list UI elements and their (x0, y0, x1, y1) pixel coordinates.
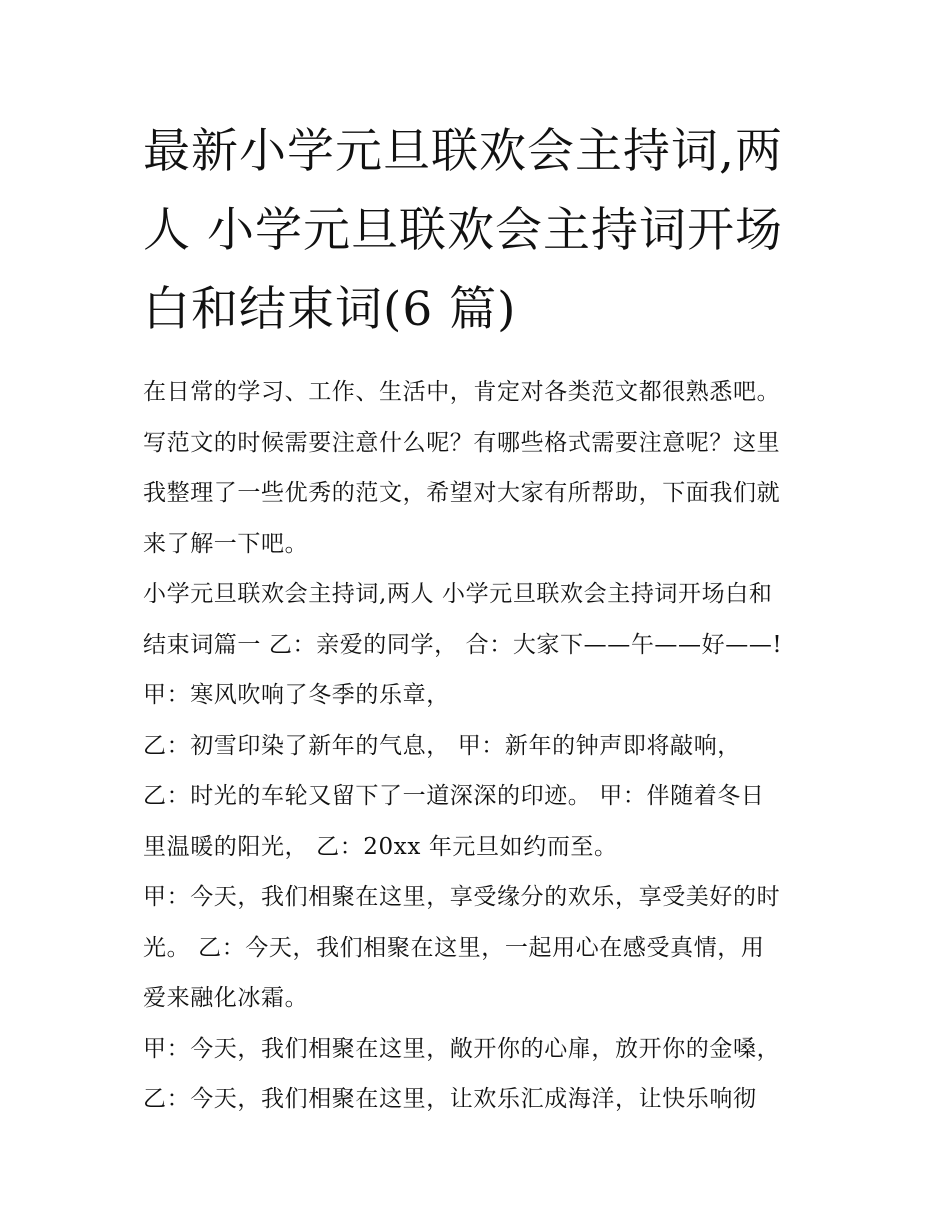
paragraph-intro (143, 367, 815, 569)
text-line: 写范文的时候需要注意什么呢？有哪些格式需要注意呢？这里 (143, 429, 781, 456)
text-line: 爱来融化冰霜。 (143, 985, 309, 1011)
text-line: 在日常的学习、工作、生活中，肯定对各类范文都很熟悉吧。 (143, 379, 781, 405)
text-line: 乙：今天，我们相聚在这里，让欢乐汇成海洋，让快乐响彻 (143, 1086, 757, 1112)
document-page (143, 112, 815, 1125)
paragraph-dialogue (143, 1024, 815, 1125)
title-line: 人 小学元旦联欢会主持词开场 (143, 203, 783, 258)
text-line: 里温暖的阳光， 乙：20xx 年元旦如约而至。 (143, 833, 618, 860)
text-line: 我整理了一些优秀的范文，希望对大家有所帮助，下面我们就 (143, 480, 781, 506)
paragraph-dialogue (143, 670, 815, 721)
text-line: 来了解一下吧。 (143, 530, 309, 557)
paragraph-dialogue (143, 721, 815, 772)
text-line: 甲：今天，我们相聚在这里，敞开你的心扉，放开你的金嗓， (143, 1035, 781, 1062)
text-line: 结束词篇一 乙：亲爱的同学， 合：大家下——午——好——! (143, 631, 783, 658)
document-title (143, 112, 815, 349)
text-line: 甲：今天，我们相聚在这里，享受缘分的欢乐，享受美好的时 (143, 884, 781, 910)
paragraph-section-heading (143, 569, 815, 670)
text-line: 甲：寒风吹响了冬季的乐章， (143, 682, 450, 708)
text-line: 乙：时光的车轮又留下了一道深深的印迹。 甲：伴随着冬日 (143, 783, 765, 809)
title-line: 最新小学元旦联欢会主持词,两 (143, 124, 783, 179)
text-line: 乙：初雪印染了新年的气息， 甲：新年的钟声即将敲响， (143, 732, 741, 759)
paragraph-dialogue (143, 771, 815, 872)
paragraph-dialogue (143, 872, 815, 1024)
text-line: 小学元旦联欢会主持词,两人 小学元旦联欢会主持词开场白和 (143, 581, 773, 607)
text-line: 光。 乙：今天，我们相聚在这里，一起用心在感受真情，用 (143, 934, 765, 961)
title-line: 白和结束词(6 篇) (143, 282, 517, 337)
document-body (143, 367, 815, 1125)
